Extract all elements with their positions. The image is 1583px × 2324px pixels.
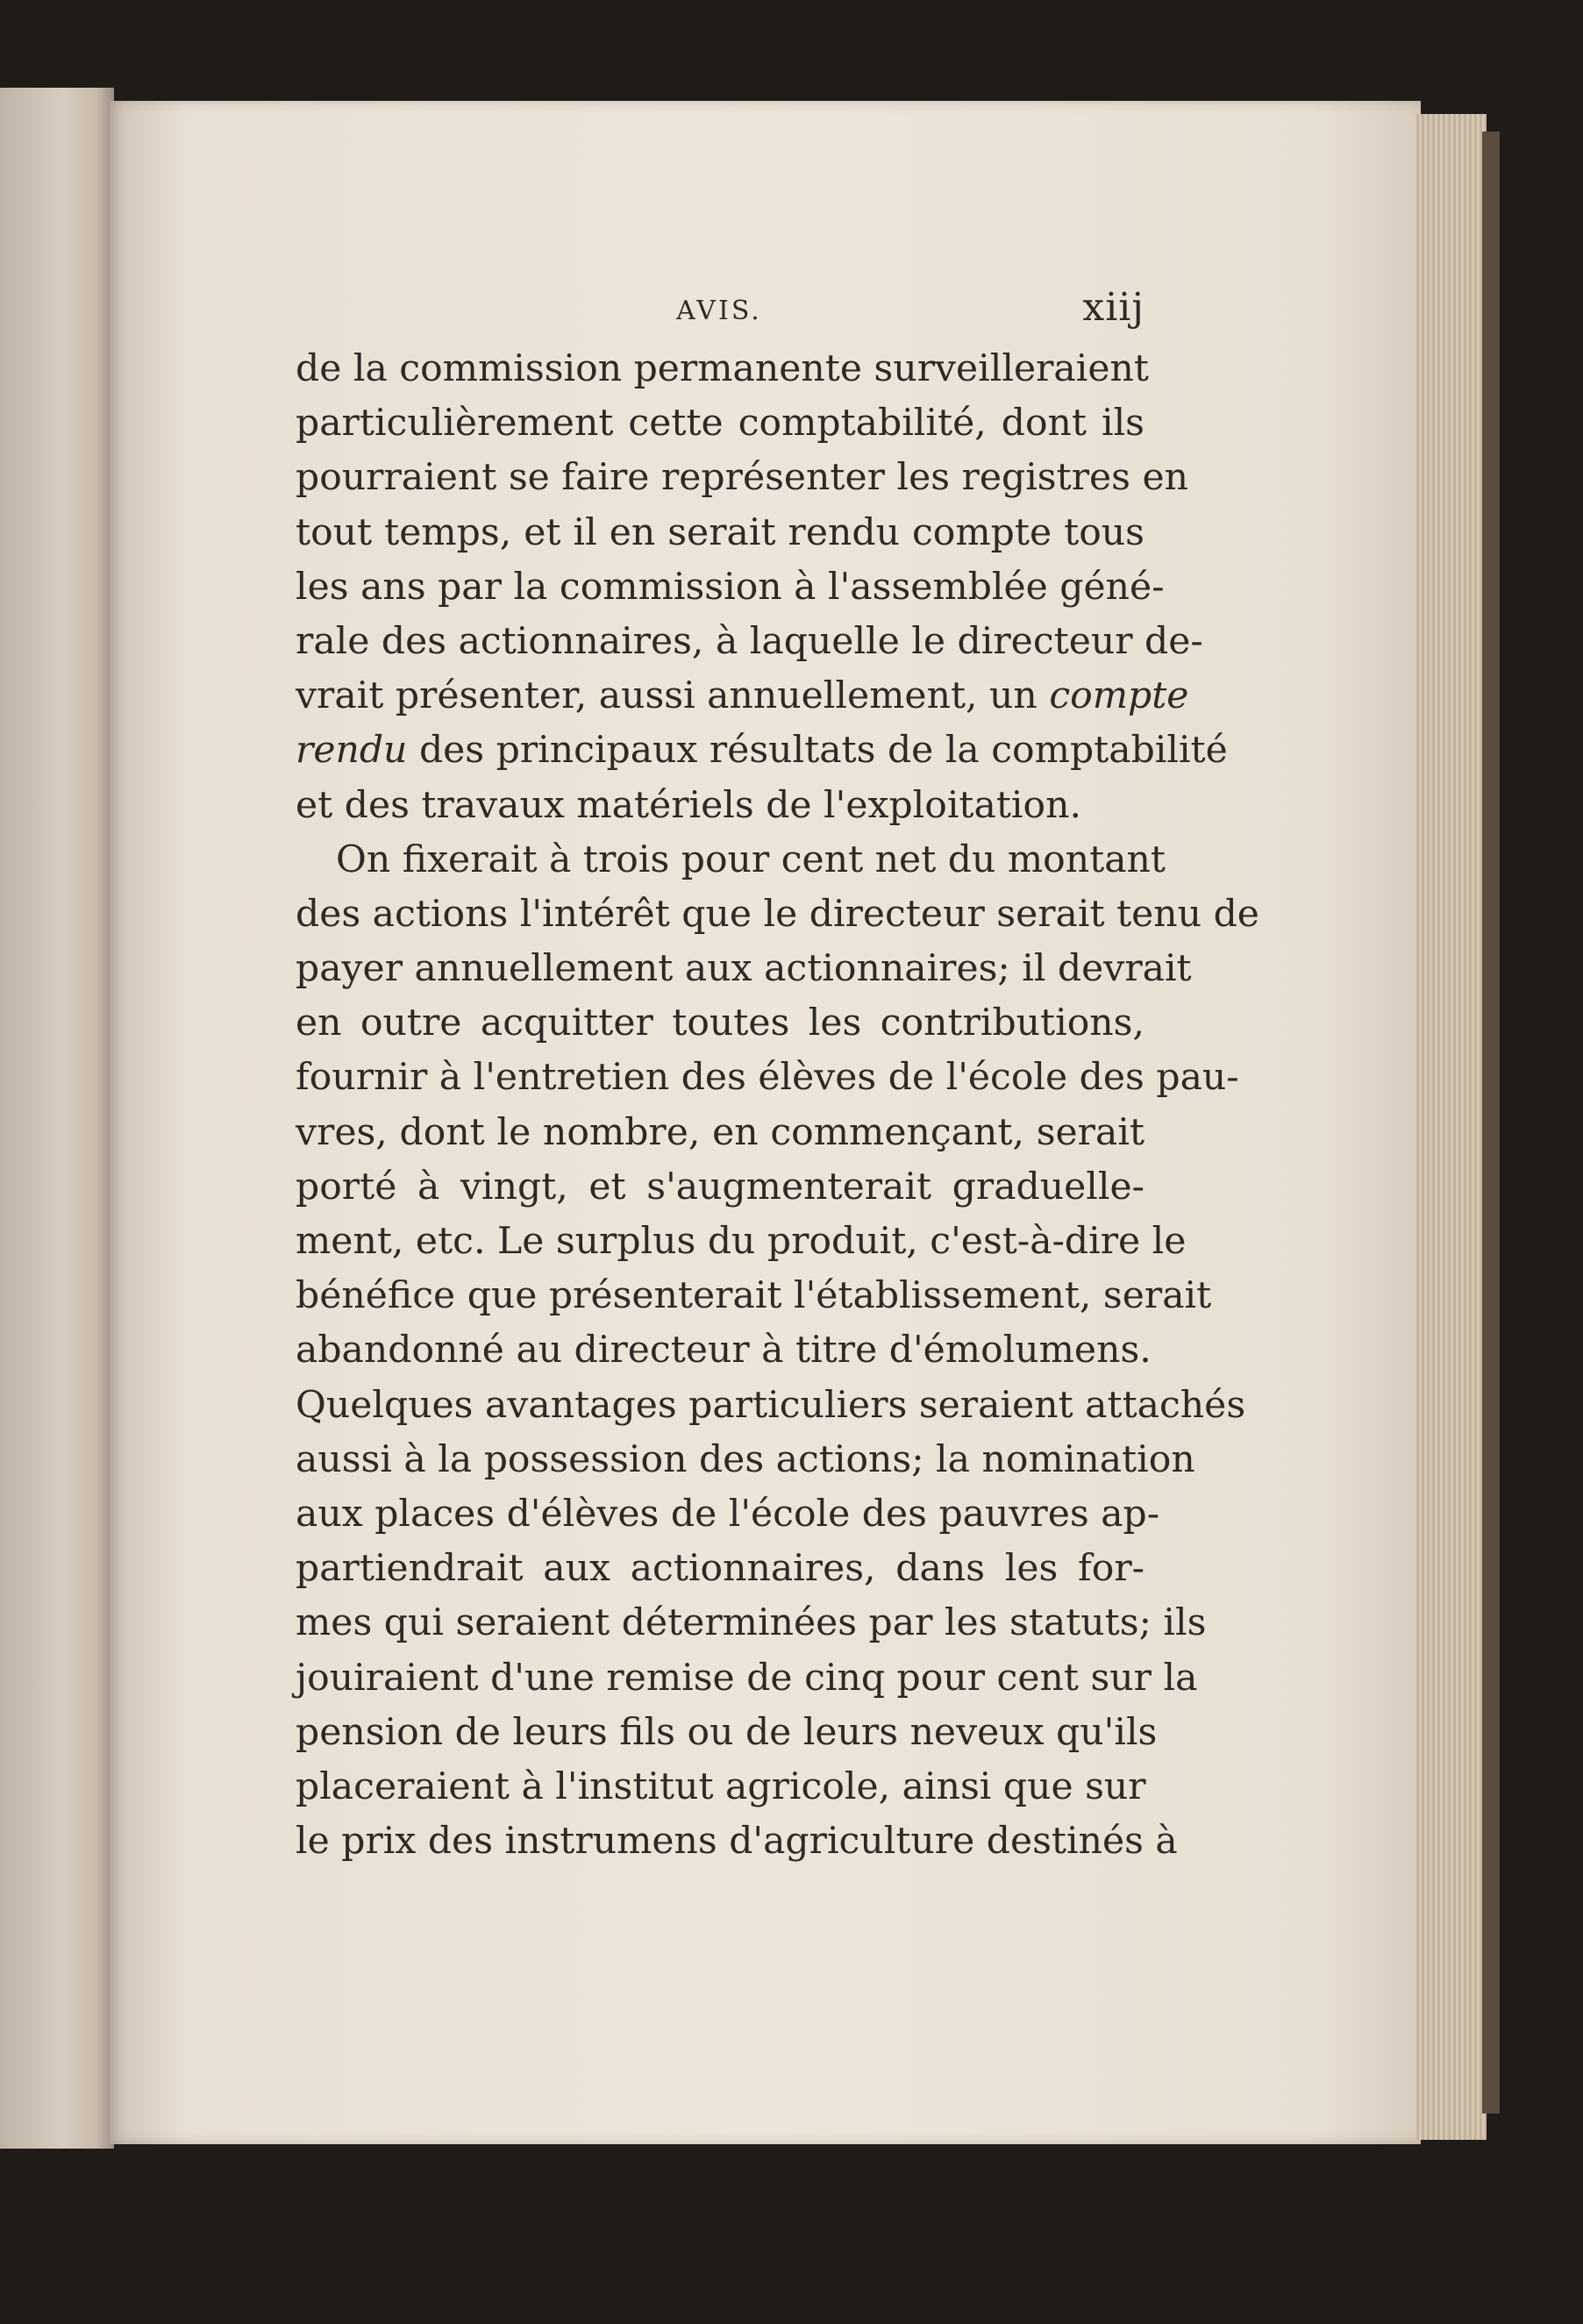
text-line: bénéfice que présenterait l'établissement, serait <box>296 1274 1212 1318</box>
text-line <box>296 724 1228 778</box>
text-line: rale des actionnaires, à laquelle le directeur de- <box>296 619 1203 663</box>
page-fore-edge <box>1416 114 1487 2140</box>
page-header <box>294 285 1144 338</box>
body-text <box>296 342 1259 1869</box>
text-line: payer annuellement aux actionnaires; il devrait <box>296 947 1192 991</box>
text-segment: des principaux résultats de la comptabilité <box>418 729 1228 773</box>
text-line <box>296 669 1189 724</box>
facing-page-edge <box>0 88 114 2149</box>
text-line: On fixerait à trois pour cent net du montant <box>336 838 1166 881</box>
book-cover-edge <box>1482 132 1500 2114</box>
running-title: AVIS. <box>676 296 762 326</box>
text-line: des actions l'intérêt que le directeur serait tenu de <box>296 892 1259 936</box>
text-line: placeraient à l'institut agricole, ainsi que sur <box>296 1764 1146 1808</box>
text-line: mes qui seraient déterminées par les statuts; ils <box>296 1601 1207 1645</box>
text-line: vres, dont le nombre, en commençant, serait <box>296 1110 1144 1154</box>
text-line: porté à vingt, et s'augmenterait graduelle- <box>296 1165 1144 1208</box>
italic-text: compte <box>1049 674 1189 718</box>
text-line: aussi à la possession des actions; la nomination <box>296 1437 1195 1481</box>
text-line: jouiraient d'une remise de cinq pour cent sur la <box>296 1656 1198 1700</box>
text-line: pension de leurs fils ou de leurs neveux qu'ils <box>296 1710 1158 1754</box>
text-line: de la commission permanente surveilleraient <box>296 347 1149 390</box>
text-line: partiendrait aux actionnaires, dans les for- <box>296 1547 1144 1591</box>
text-line: ment, etc. Le surplus du produit, c'est-à-dire le <box>296 1220 1187 1263</box>
text-line: particulièrement cette comptabilité, dont ils <box>296 402 1144 446</box>
page-number: xiij <box>1082 285 1144 330</box>
text-line: les ans par la commission à l'assemblée géné- <box>296 565 1165 609</box>
text-line: Quelques avantages particuliers seraient attachés <box>296 1383 1246 1427</box>
italic-text: rendu <box>296 729 408 773</box>
text-segment: vrait présenter, aussi annuellement, un <box>296 674 1038 718</box>
text-line: abandonné au directeur à titre d'émolumens. <box>296 1329 1152 1372</box>
text-line: tout temps, et il en serait rendu compte tous <box>296 510 1144 554</box>
text-line: aux places d'élèves de l'école des pauvres ap- <box>296 1492 1160 1536</box>
text-line: en outre acquitter toutes les contributions, <box>296 1002 1144 1045</box>
text-line: pourraient se faire représenter les registres en <box>296 456 1189 500</box>
text-line: et des travaux matériels de l'exploitation. <box>296 783 1081 827</box>
text-line: fournir à l'entretien des élèves de l'école des pau- <box>296 1056 1239 1100</box>
text-line: le prix des instrumens d'agriculture destinés à <box>296 1820 1178 1864</box>
